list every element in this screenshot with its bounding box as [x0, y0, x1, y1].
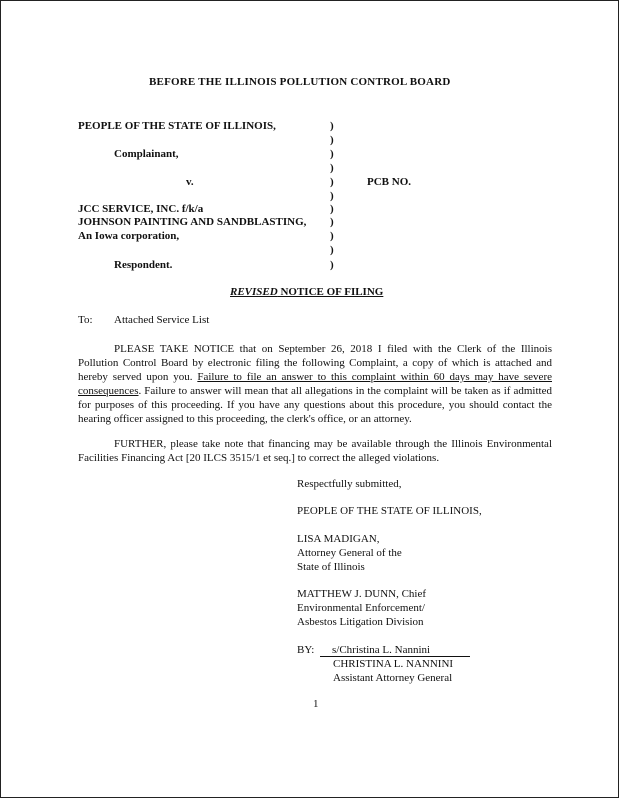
plaintiff-name: PEOPLE OF THE STATE OF ILLINOIS, [78, 120, 276, 132]
signature-line [320, 644, 470, 657]
electronic-signature: s/Christina L. Nannini [332, 644, 431, 656]
signature-underline [320, 644, 470, 657]
caption-paren: ) [330, 120, 334, 132]
caption-paren: ) [330, 203, 334, 215]
attorney-title: Assistant Attorney General [333, 672, 453, 684]
caption-paren: ) [330, 162, 334, 174]
closing: Respectfully submitted, [297, 478, 402, 490]
case-number-label: PCB NO. [367, 176, 411, 188]
notice-paragraph-2: FURTHER, please take note that financing may be available through the Illinois Environmental Facilities Financing Act [20 ILCS 3515/1 et seq.] to correct the alleged violations. [78, 438, 552, 464]
attorney-general-name: LISA MADIGAN, [297, 533, 380, 545]
caption-paren: ) [330, 134, 334, 146]
defendant-line-2: JOHNSON PAINTING AND SANDBLASTING, [78, 216, 307, 228]
to-value: Attached Service List [114, 314, 210, 326]
notice-heading-rest: NOTICE OF FILING [277, 286, 384, 298]
complainant-label: Complainant, [114, 148, 179, 160]
versus-label: v. [186, 176, 194, 188]
caption-paren: ) [330, 230, 334, 242]
page-number: 1 [313, 698, 319, 710]
para1-text-a: PLEASE TAKE NOTICE that on September 26, 2018 I filed with the Clerk of the Illinois Pollution Control Board by electronic filing the following Complaint, a copy of which is attached and hereby served upon you. [78, 343, 552, 383]
notice-heading [230, 286, 383, 298]
attorney-general-title-2: State of Illinois [297, 561, 365, 573]
chief-title-2: Asbestos Litigation Division [297, 616, 424, 628]
attorney-name: CHRISTINA L. NANNINI [333, 658, 454, 670]
caption-paren: ) [330, 176, 334, 188]
notice-paragraph-1 [78, 342, 552, 426]
chief-title-1: Environmental Enforcement/ [297, 602, 425, 614]
to-label: To: [78, 314, 93, 326]
signature-party: PEOPLE OF THE STATE OF ILLINOIS, [297, 505, 482, 517]
para1-warning-underlined: Failure to file an answer to this complaint within 60 days may have severe consequences [78, 371, 552, 397]
chief-name: MATTHEW J. DUNN, Chief [297, 588, 427, 600]
by-label: BY: [297, 644, 315, 656]
para1-text-b: . Failure to answer will mean that all allegations in the complaint will be taken as if admitted for purposes of this proceeding. If you have any questions about this procedure, you should contact the hearing officer assigned to this proceeding, the clerk's office, or an attorney. [78, 385, 552, 425]
document-title: BEFORE THE ILLINOIS POLLUTION CONTROL BOARD [149, 76, 451, 88]
respondent-label: Respondent. [114, 259, 173, 271]
notice-heading-revised: REVISED [230, 286, 278, 298]
caption-paren: ) [330, 259, 334, 271]
caption-paren: ) [330, 216, 334, 228]
caption-paren: ) [330, 148, 334, 160]
defendant-line-1: JCC SERVICE, INC. f/k/a [78, 203, 204, 215]
defendant-line-3: An Iowa corporation, [78, 230, 180, 242]
caption-paren: ) [330, 190, 334, 202]
attorney-general-title-1: Attorney General of the [297, 547, 402, 559]
caption-paren: ) [330, 244, 334, 256]
